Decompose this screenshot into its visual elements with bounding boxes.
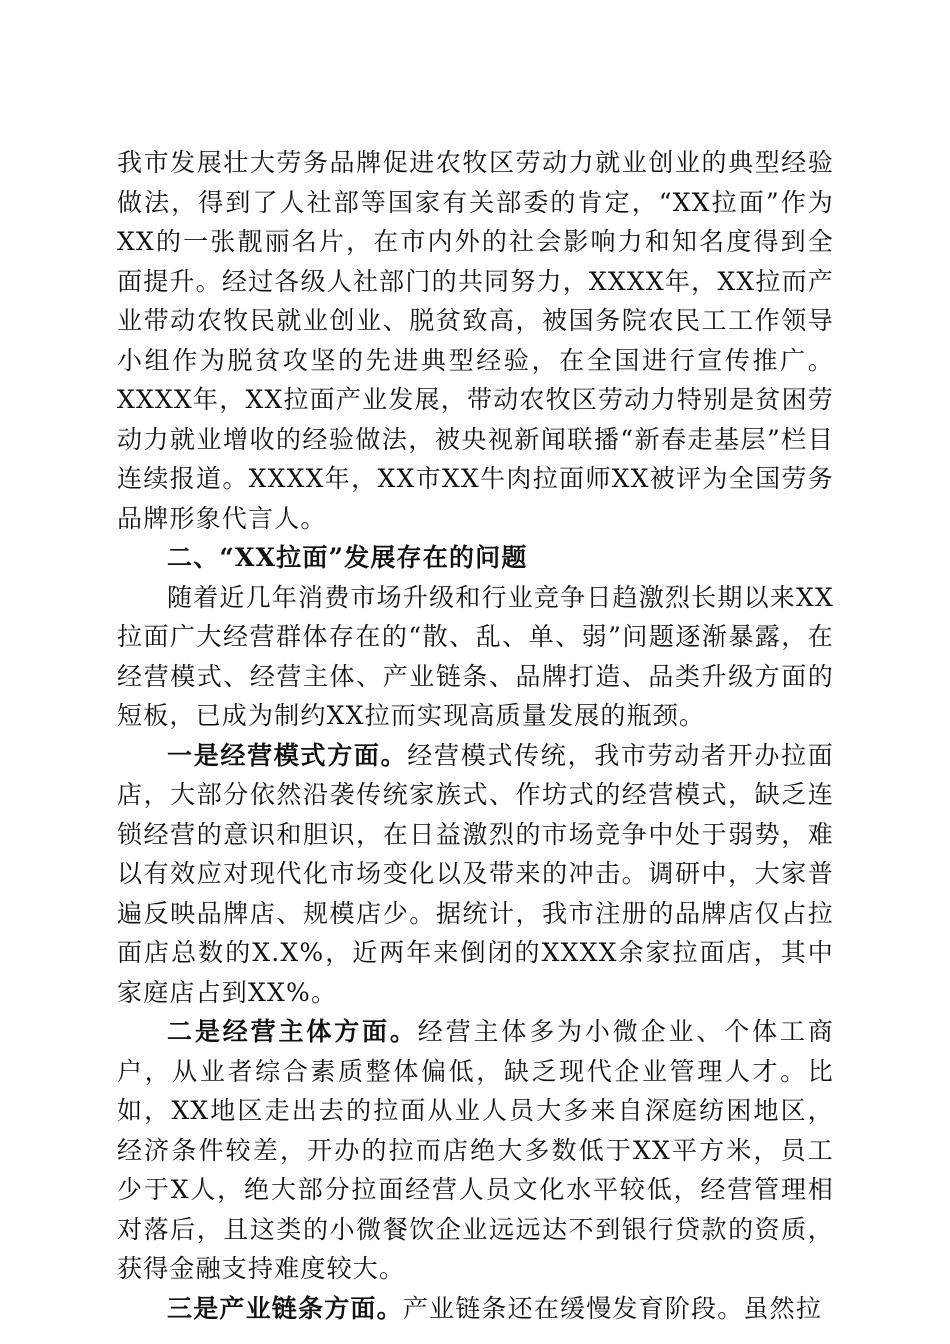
paragraph-business-entity xyxy=(117,1012,834,1289)
paragraph-lead: 三是产业链条方面。 xyxy=(167,1293,403,1323)
paragraph-problems-intro: 随着近几年消费市场升级和行业竞争日趋激烈长期以来XX拉面广大经营群体存在的“散、乱、单、弱”问题逐渐暴露，在经营模式、经营主体、产业链条、品牌打造、品类升级方面的短板，已成为制约XX拉而实现高质量发展的瓶颈。 xyxy=(117,582,834,730)
paragraph-lead: 二是经营主体方面。 xyxy=(167,1017,418,1046)
paragraph-text: 经营模式传统，我市劳动者开办拉面店，大部分依然沿袭传统家族式、作坊式的经营模式，缺乏连锁经营的意识和胆识，在日益激烈的市场竞争中处于弱势，难以有效应对现代化市场变化以及带来的冲击。调研中，大家普遍反映品牌店、规模店少。据统计，我市注册的品牌店仅占拉面店总数的X.X%，近两年来倒闭的XXXX余家拉面店，其中家庭店占到XX%。 xyxy=(117,740,834,1007)
paragraph-text: 产业链条还在缓慢发育阶段。虽然拉 xyxy=(402,1293,823,1323)
paragraph-industry-chain xyxy=(117,1289,834,1329)
paragraph-text: 经营主体多为小微企业、个体工商户，从业者综合素质整体偏低，缺乏现代企业管理人才。比如，XX地区走出去的拉面从业人员大多来自深庭纺困地区，经济条件较差，开办的拉而店绝大多数低于XX平方米，员工少于X人，绝大部分拉面经营人员文化水平较低，经营管理相对落后，且这类的小微餐饮企业远远达不到银行贷款的资质，获得金融支持难度较大。 xyxy=(117,1017,834,1283)
section-heading-problems: 二、“XX拉面”发展存在的问题 xyxy=(167,543,528,572)
paragraph-lead: 一是经营模式方面。 xyxy=(167,740,408,770)
document-body xyxy=(117,143,834,1328)
paragraph-achievements: 我市发展壮大劳务品牌促进农牧区劳动力就业创业的典型经验做法，得到了人社部等国家有关部委的肯定，“XX拉面”作为XX的一张靓丽名片，在市内外的社会影响力和知名度得到全面提升。经过各级人社部门的共同努力，XXXX年，XX拉而产业带动农牧民就业创业、脱贫致高，被国务院农民工工作领导小组作为脱贫攻坚的先进典型经验，在全国进行宣传推广。XXXX年，XX拉面产业发展，带动农牧区劳动力特别是贫困劳动力就业增收的经验做法，被央视新闻联播“新春走基层”栏目连续报道。XXXX年，XX市XX牛肉拉面师XX被评为全国劳务品牌形象代言人。 xyxy=(117,148,834,533)
paragraph-business-model xyxy=(117,736,834,1013)
